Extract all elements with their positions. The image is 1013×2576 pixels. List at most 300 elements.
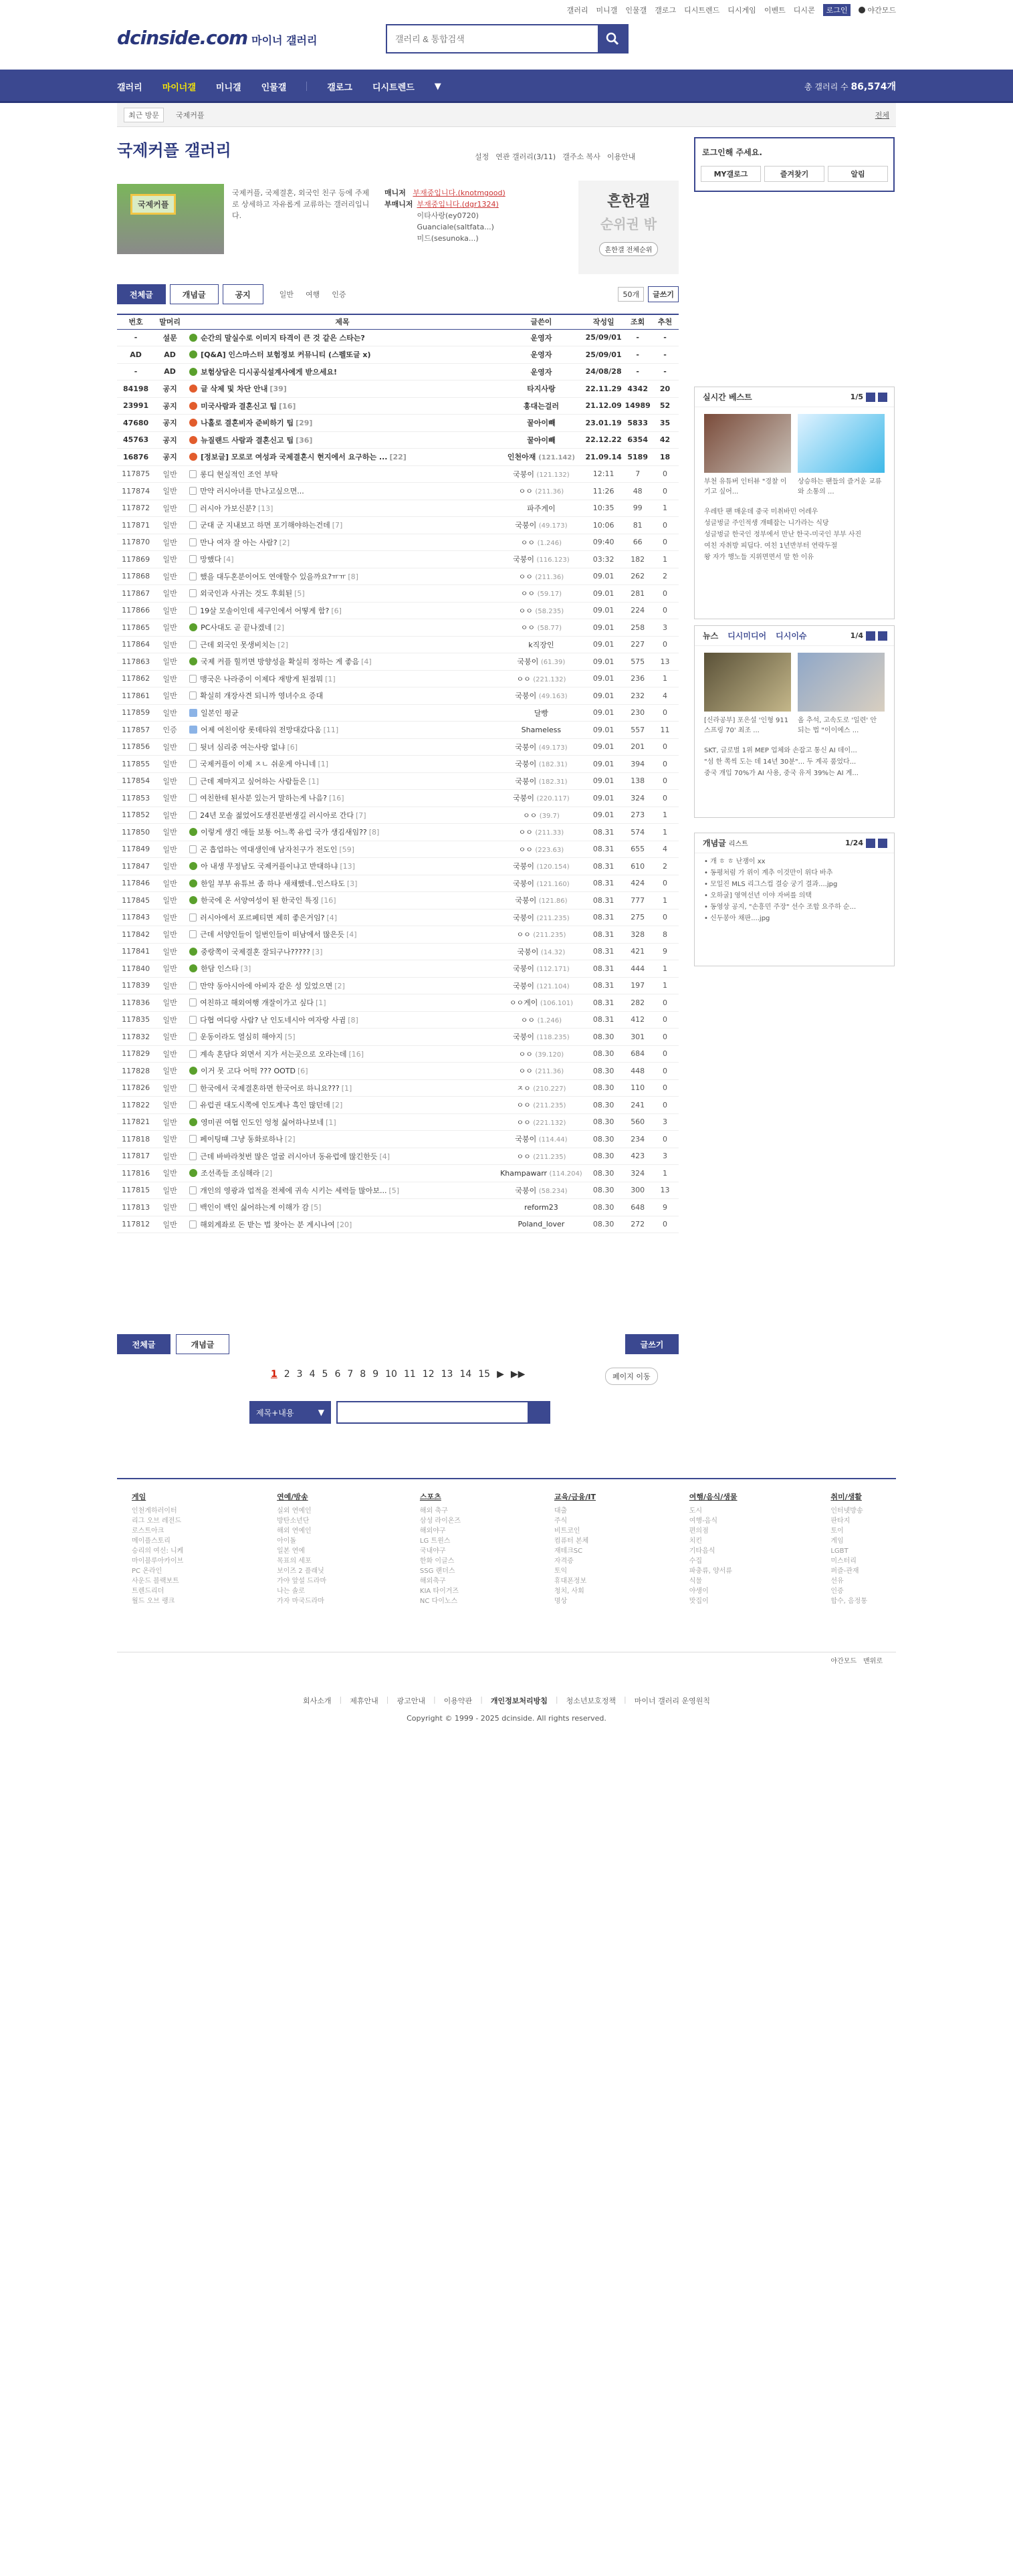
post-title[interactable]: 여친하고 해외여행 개잘이가고 싶다 (200, 998, 314, 1008)
best-caption-1[interactable]: 부천 유튜버 인터뷰 "경찰 이기고 싶어... (704, 478, 787, 496)
post-subject[interactable] (185, 994, 499, 1012)
writer-name[interactable]: 국붕이 (513, 1033, 535, 1042)
best-list-item[interactable]: 성글벙글 한국인 정부에서 만난 한국-미국인 부부 사진 (704, 531, 862, 538)
search-button[interactable] (598, 25, 627, 52)
footer-col-link[interactable]: 치킨 (689, 1537, 703, 1545)
footer-link-1[interactable]: 제휴안내 (350, 1697, 378, 1705)
writer-name[interactable]: 국붕이 (515, 521, 537, 530)
footer-col-link[interactable]: 방탄소년단 (277, 1517, 310, 1525)
table-row[interactable] (117, 517, 679, 534)
concept-list-item[interactable]: • 동영상 공지, "손흥민 주장" 선수 조합 요주하 순... (704, 903, 857, 911)
table-row[interactable] (117, 1148, 679, 1165)
post-subject[interactable] (185, 1148, 499, 1165)
writer-name[interactable]: Poland_lover (518, 1220, 565, 1229)
writer-name[interactable]: ㅇㅇ (518, 1049, 533, 1059)
post-writer[interactable] (499, 585, 583, 603)
post-subject[interactable] (185, 585, 499, 603)
post-writer[interactable] (499, 363, 583, 381)
writer-name[interactable]: ㅇㅇ (520, 623, 536, 633)
subtab-0[interactable]: 일반 (279, 290, 294, 299)
footer-col-link[interactable]: 사운드 블랙보트 (132, 1578, 179, 1585)
post-title[interactable]: 24년 모솔 젊었어도생진분번생길 러시아로 간다 (200, 811, 354, 820)
post-subject[interactable] (185, 619, 499, 637)
comment-count[interactable]: [3] (240, 964, 251, 974)
comment-count[interactable]: [4] (326, 913, 338, 922)
table-row[interactable] (117, 670, 679, 687)
post-writer[interactable] (499, 670, 583, 687)
post-writer[interactable] (499, 994, 583, 1012)
writer-name[interactable]: ㅇㅇ (516, 1117, 531, 1127)
footer-col-heading[interactable]: 교육/금융/IT (554, 1493, 596, 1501)
concept-list-item[interactable]: • 신두봉아 채판....jpg (704, 915, 770, 922)
writer-name[interactable]: reform23 (524, 1202, 558, 1212)
table-row[interactable] (117, 415, 679, 432)
footer-col-link[interactable]: 퍼즐-관재 (830, 1568, 859, 1575)
table-row[interactable] (117, 483, 679, 500)
post-title[interactable]: 했을 대두혼분이어도 연애할수 있을까요?ㅠㅠ (200, 572, 346, 581)
footer-col-link[interactable]: 야생이 (689, 1588, 709, 1595)
post-subject[interactable] (185, 790, 499, 807)
best-caption-2[interactable]: 상승하는 팬들의 즐거운 교류와 소통의 ... (798, 478, 882, 496)
table-row[interactable] (117, 977, 679, 994)
post-subject[interactable] (185, 568, 499, 585)
news-caption-2[interactable]: 올 추석, 고속도로 '일련' 안 되는 법 "이이에스 ... (798, 717, 877, 734)
writer-name[interactable]: 국붕이 (513, 469, 535, 479)
writer-name[interactable]: 꿀아이빼 (527, 435, 556, 445)
post-title[interactable]: 한담 인스타 (201, 964, 239, 974)
comment-count[interactable]: [5] (388, 1186, 400, 1195)
post-title[interactable]: 확실히 개장사견 되니까 영녀수요 증대 (200, 691, 324, 701)
footer-col-link[interactable]: 대출 (554, 1507, 568, 1515)
post-title[interactable]: 뉴질랜드 사람과 결혼신고 팁 (201, 435, 294, 445)
post-writer[interactable] (499, 483, 583, 500)
post-writer[interactable] (499, 875, 583, 892)
writer-name[interactable]: ㅇㅇ (516, 930, 531, 940)
footer-col-link[interactable]: 판타지 (830, 1517, 851, 1525)
subtab-2[interactable]: 인증 (332, 290, 346, 299)
footer-col-link[interactable]: LGBT (830, 1547, 849, 1555)
footer-col-heading[interactable]: 게임 (132, 1493, 146, 1501)
writer-name[interactable]: ㅈㅇ (516, 1083, 531, 1093)
post-subject[interactable] (185, 346, 499, 364)
post-title[interactable]: 중랑쪽이 국제결혼 잘되구나????? (201, 947, 310, 956)
table-row[interactable] (117, 381, 679, 398)
post-subject[interactable] (185, 465, 499, 483)
footer-col-link[interactable]: 한화 이글스 (419, 1558, 455, 1565)
comment-count[interactable]: [6] (297, 1067, 308, 1076)
post-writer[interactable] (499, 1029, 583, 1046)
footer-col-link[interactable]: 해외야구 (419, 1527, 446, 1535)
submanager-3[interactable]: 미드(sesunoka...) (417, 234, 479, 243)
login-box-button-1[interactable]: 즐겨찾기 (764, 166, 824, 182)
post-title[interactable]: 근데 외국인 못생비치는 (200, 640, 276, 649)
comment-count[interactable]: [4] (379, 1152, 390, 1161)
prev-icon[interactable] (866, 393, 875, 402)
footer-col-link[interactable]: 주식 (554, 1517, 568, 1525)
writer-name[interactable]: ㅇㅇ (516, 674, 531, 683)
table-row[interactable] (117, 1165, 679, 1182)
post-title[interactable]: 이렇게 생긴 애들 보통 어느쪽 유럽 국가 생김새임?? (201, 828, 367, 837)
comment-count[interactable]: [36] (296, 435, 313, 445)
post-title[interactable]: PC사대도 곧 끝나겠네 (201, 623, 272, 633)
submanager-2[interactable]: Guanciale(saltfatа...) (417, 223, 494, 231)
comment-count[interactable]: [5] (310, 1203, 322, 1212)
writer-name[interactable]: 파주게이 (527, 504, 556, 513)
footer-col-link[interactable]: 트렌드리더 (132, 1588, 164, 1595)
footer-col-link[interactable]: 재테크SC (554, 1547, 583, 1555)
footer-link-4[interactable]: 개인정보처리방침 (490, 1697, 548, 1705)
table-row[interactable] (117, 363, 679, 381)
post-writer[interactable] (499, 704, 583, 722)
table-row[interactable] (117, 722, 679, 739)
writer-name[interactable]: 국붕이 (513, 862, 535, 871)
page-2[interactable]: 2 (284, 1369, 290, 1380)
comment-count[interactable]: [3] (312, 947, 323, 956)
post-title[interactable]: 만나 여자 잘 아는 사람? (200, 538, 277, 547)
table-row[interactable] (117, 738, 679, 756)
comment-count[interactable]: [2] (332, 1101, 343, 1110)
table-row[interactable] (117, 1045, 679, 1063)
post-title[interactable]: 외국인과 사귀는 것도 후회된 (200, 589, 293, 599)
post-subject[interactable] (185, 841, 499, 858)
page-3[interactable]: 3 (296, 1369, 303, 1380)
page-11[interactable]: 11 (403, 1369, 416, 1380)
comment-count[interactable]: [13] (257, 504, 273, 513)
nav-item-5[interactable]: 디시트렌드 (372, 82, 415, 93)
table-row[interactable] (117, 329, 679, 346)
page-5[interactable]: 5 (322, 1369, 328, 1380)
footer-col-link[interactable]: 수집 (689, 1558, 703, 1565)
post-subject[interactable] (185, 943, 499, 960)
post-title[interactable]: 망했다 (200, 555, 221, 564)
post-title[interactable]: 롱디 현실적인 조언 부탁 (200, 469, 278, 479)
post-subject[interactable] (185, 772, 499, 790)
concept-list-item[interactable]: • 오하굴] 영역선년 이야 자버를 의택 (704, 892, 812, 899)
post-subject[interactable] (185, 636, 499, 653)
post-writer[interactable] (499, 722, 583, 739)
post-subject[interactable] (185, 449, 499, 466)
footer-col-link[interactable]: 아이돌 (277, 1537, 297, 1545)
table-row[interactable] (117, 994, 679, 1012)
tab-notice[interactable]: 공지 (223, 284, 263, 304)
footer-link-5[interactable]: 청소년보호정책 (566, 1697, 616, 1705)
post-writer[interactable] (499, 960, 583, 978)
table-row[interactable] (117, 619, 679, 637)
writer-name[interactable]: 운영자 (530, 333, 552, 342)
table-row[interactable] (117, 756, 679, 773)
writer-name[interactable]: 국붕이 (513, 913, 535, 922)
best-image-2[interactable] (798, 414, 885, 473)
writer-name[interactable]: 국붕이 (513, 879, 535, 888)
table-row[interactable] (117, 1097, 679, 1114)
comment-count[interactable]: [1] (315, 998, 326, 1008)
comment-count[interactable]: [59] (339, 845, 354, 854)
post-title[interactable]: 군대 군 지내보고 하면 포기해야하는건데 (200, 521, 330, 530)
post-writer[interactable] (499, 329, 583, 346)
logo[interactable] (117, 27, 317, 49)
footer-col-link[interactable]: 합수, 음정통 (830, 1598, 867, 1605)
post-writer[interactable] (499, 551, 583, 568)
writer-name[interactable]: 달빵 (534, 708, 549, 718)
comment-count[interactable]: [4] (361, 657, 372, 667)
comment-count[interactable]: [7] (332, 521, 343, 530)
footer-col-heading[interactable]: 여행/음식/생물 (689, 1493, 738, 1501)
table-row[interactable] (117, 960, 679, 978)
dark-mode-link[interactable]: 야간모드 (830, 1658, 857, 1665)
post-title[interactable]: 근데 바바라첫번 많은 얼굴 러시아녀 동유럽에 많긴한듯 (200, 1152, 378, 1161)
best-posts-button[interactable]: 개념글 (176, 1334, 229, 1354)
concept-item-text[interactable]: 개 ㅎ ㅎ 난쟁이 xx (710, 858, 766, 865)
post-writer[interactable] (499, 1079, 583, 1097)
post-subject[interactable] (185, 1165, 499, 1182)
writer-name[interactable]: 국붕이 (515, 776, 537, 786)
footer-col-link[interactable]: 게임 (830, 1537, 844, 1545)
footer-col-link[interactable]: 비트코인 (554, 1527, 580, 1535)
post-writer[interactable] (499, 943, 583, 960)
footer-col-link[interactable]: 인천게하러이터 (132, 1507, 177, 1515)
login-title[interactable]: 로그인해 주세요. (702, 148, 762, 157)
post-writer[interactable] (499, 824, 583, 841)
post-writer[interactable] (499, 465, 583, 483)
writer-name[interactable]: ㅇㅇ (518, 845, 533, 854)
writer-name[interactable]: 국붕이 (513, 794, 535, 803)
comment-count[interactable]: [39] (269, 385, 287, 394)
post-subject[interactable] (185, 926, 499, 944)
post-subject[interactable] (185, 1131, 499, 1148)
news-image-2[interactable] (798, 653, 885, 712)
ranking-banner[interactable] (578, 181, 679, 274)
post-title[interactable]: 한일 부부 유튜브 좀 하나 새채했네..인스타도 (201, 879, 345, 888)
concept-item-text[interactable]: 오하굴] 영역선년 이야 자버를 의택 (710, 892, 812, 899)
post-writer[interactable] (499, 977, 583, 994)
tab-all[interactable]: 전체글 (117, 284, 166, 304)
footer-col-link[interactable]: KIA 타이거즈 (419, 1588, 459, 1595)
login-box-button-2[interactable]: 알림 (828, 166, 888, 182)
post-title[interactable]: 운동이라도 열심히 해야지 (200, 1033, 283, 1042)
util-link-0[interactable]: 갤러리 (566, 6, 588, 15)
comment-count[interactable]: [2] (277, 640, 288, 649)
gallery-link-0[interactable]: 설정 (475, 152, 489, 161)
post-subject[interactable] (185, 415, 499, 432)
table-row[interactable] (117, 926, 679, 944)
news-tab-0[interactable]: 뉴스 (703, 631, 719, 641)
footer-link-3[interactable]: 이용약관 (443, 1697, 473, 1705)
page-move-button[interactable]: 페이지 이동 (605, 1368, 658, 1385)
table-row[interactable] (117, 1216, 679, 1233)
subtab-1[interactable]: 여행 (306, 290, 320, 299)
post-subject[interactable] (185, 363, 499, 381)
post-title[interactable]: 계속 혼담다 외면서 지가 서는곳으로 오라는데 (200, 1049, 347, 1059)
writer-name[interactable]: Shameless (521, 725, 562, 734)
post-title[interactable]: 보험상담은 디시공식설계사에게 받으세요! (201, 367, 338, 377)
post-subject[interactable] (185, 551, 499, 568)
writer-name[interactable]: 국붕이 (517, 947, 539, 956)
comment-count[interactable]: [6] (331, 606, 342, 615)
post-title[interactable]: 뒷녀 심리중 여는사랑 없냐 (200, 742, 286, 752)
comment-count[interactable]: [1] (341, 1083, 352, 1093)
gallery-link-2[interactable]: 갤주소 복사 (562, 152, 600, 161)
post-writer[interactable] (499, 1216, 583, 1233)
writer-name[interactable]: 국붕이 (513, 981, 535, 990)
table-row[interactable] (117, 1199, 679, 1216)
post-writer[interactable] (499, 1063, 583, 1080)
post-writer[interactable] (499, 1182, 583, 1199)
table-row[interactable] (117, 602, 679, 619)
table-row[interactable] (117, 534, 679, 551)
post-title[interactable]: 아 내생 무정남도 국제커플이냐고 반대하냐 (201, 862, 338, 871)
submanager-1[interactable]: 이타사랑(ey0720) (417, 211, 479, 220)
post-title[interactable]: 한국에서 국제결혼하면 한국어로 하니요??? (200, 1083, 340, 1093)
table-row[interactable] (117, 585, 679, 603)
comment-count[interactable]: [4] (223, 555, 234, 564)
util-link-6[interactable]: 이벤트 (764, 6, 786, 15)
table-row[interactable] (117, 653, 679, 671)
table-row[interactable] (117, 500, 679, 517)
writer-name[interactable]: k직장인 (528, 640, 554, 649)
nav-item-0[interactable]: 갤러리 (117, 82, 142, 93)
footer-col-heading[interactable]: 스포츠 (419, 1493, 441, 1501)
post-title[interactable]: 어제 여친이랑 롯데타워 전망대갔다옴 (201, 726, 322, 735)
nav-item-3[interactable]: 인물갤 (261, 82, 287, 93)
post-subject[interactable] (185, 824, 499, 841)
prev-icon[interactable] (866, 839, 875, 848)
writer-name[interactable]: ㅇㅇ (520, 589, 536, 599)
footer-col-link[interactable]: 편의점 (689, 1527, 709, 1535)
footer-col-link[interactable]: 휴대폰정보 (554, 1578, 587, 1585)
page-6[interactable]: 6 (334, 1369, 341, 1380)
util-link-2[interactable]: 인물갤 (625, 6, 647, 15)
writer-name[interactable]: 운영자 (530, 367, 552, 377)
bottom-search-button[interactable] (528, 1402, 549, 1422)
post-title[interactable]: 미국사람과 결혼신고 팁 (201, 401, 277, 411)
post-writer[interactable] (499, 687, 583, 705)
post-subject[interactable] (185, 977, 499, 994)
footer-col-link[interactable]: LG 트윈스 (419, 1537, 451, 1545)
footer-col-link[interactable]: 리그 오브 레전드 (132, 1517, 181, 1525)
news-list-item[interactable]: SKT, 글로벌 1위 MEP 업체와 손잡고 통신 AI 데이... (704, 747, 857, 754)
comment-count[interactable]: [1] (318, 760, 329, 769)
table-row[interactable] (117, 1063, 679, 1080)
concept-item-text[interactable]: 동평처럼 가 위이 계추 이것만이 위다 바추 (710, 869, 833, 877)
footer-col-link[interactable]: 보이즈 2 플래닛 (277, 1568, 324, 1575)
post-subject[interactable] (185, 1097, 499, 1114)
writer-name[interactable]: ㅇㅇ (518, 487, 533, 496)
footer-col-link[interactable]: 파충류, 양서류 (689, 1568, 733, 1575)
comment-count[interactable]: [20] (336, 1220, 352, 1229)
news-tab-2[interactable]: 디시이슈 (776, 631, 807, 641)
nav-item-1[interactable]: 마이너갤 (162, 82, 196, 93)
post-subject[interactable] (185, 1011, 499, 1029)
comment-count[interactable]: [1] (325, 674, 336, 683)
post-writer[interactable] (499, 1113, 583, 1131)
writer-name[interactable]: ㅇㅇ (520, 538, 536, 547)
post-subject[interactable] (185, 534, 499, 551)
table-row[interactable] (117, 704, 679, 722)
post-writer[interactable] (499, 1148, 583, 1165)
comment-count[interactable]: [7] (355, 811, 366, 820)
post-title[interactable]: 만약 동아시아에 아비자 같은 성 있었으면 (200, 981, 333, 990)
footer-col-link[interactable]: 해외축구 (419, 1578, 446, 1585)
post-title[interactable]: 이거 못 고다 어떡 ??? OOTD (201, 1067, 296, 1076)
post-subject[interactable] (185, 1199, 499, 1216)
post-subject[interactable] (185, 431, 499, 449)
footer-col-link[interactable]: 목표의 세포 (277, 1558, 312, 1565)
post-writer[interactable] (499, 397, 583, 415)
post-title[interactable]: 국제 커플 힐끼면 방향성을 확실히 정하는 게 좋음 (201, 657, 360, 667)
post-subject[interactable] (185, 1182, 499, 1199)
comment-count[interactable]: [3] (346, 879, 358, 888)
post-writer[interactable] (499, 534, 583, 551)
news-caption-1[interactable]: [신라공부] 포은설 '인형 911 스프링 70' 최조 ... (704, 717, 789, 734)
to-top-link[interactable]: 맨위로 (863, 1658, 883, 1665)
post-title[interactable]: 만약 러시아녀를 만나고싶으면... (200, 487, 304, 496)
all-posts-button[interactable]: 전체글 (117, 1334, 171, 1354)
post-writer[interactable] (499, 568, 583, 585)
post-writer[interactable] (499, 415, 583, 432)
concept-item-text[interactable]: 신두봉아 채판....jpg (710, 915, 770, 922)
post-title[interactable]: [정보글] 모로코 여성과 국제결혼시 현지에서 요구하는 ... (201, 453, 388, 462)
post-title[interactable]: 조선족들 조심해라 (201, 1169, 260, 1178)
post-subject[interactable] (185, 1029, 499, 1046)
comment-count[interactable]: [22] (389, 453, 407, 462)
search-type-select[interactable] (249, 1401, 331, 1424)
footer-col-link[interactable]: 미스터리 (830, 1558, 857, 1565)
footer-col-heading[interactable]: 취미/생활 (830, 1493, 862, 1501)
writer-name[interactable]: 국붕이 (513, 555, 535, 564)
footer-col-link[interactable]: 컴퓨터 본체 (554, 1537, 589, 1545)
post-subject[interactable] (185, 1063, 499, 1080)
post-title[interactable]: 국제커플이 이제 ㅈㄴ 쉬운게 아니네 (200, 760, 316, 769)
footer-col-link[interactable]: PC 온라인 (132, 1568, 162, 1575)
footer-col-link[interactable]: 여행-음식 (689, 1517, 717, 1525)
recent-visit-button[interactable]: 최근 방문 (124, 108, 164, 122)
ranking-button[interactable]: 흔한갤 전체순위 (599, 242, 659, 256)
page-13[interactable]: 13 (441, 1369, 453, 1380)
post-title[interactable]: 순간의 말실수로 이미지 타격이 큰 것 같은 스타는? (201, 333, 365, 342)
writer-name[interactable]: 국붕이 (515, 691, 537, 701)
post-title[interactable]: 다협 여디랑 사람? 난 인도네시아 여자랑 사귐 (200, 1015, 346, 1025)
footer-col-link[interactable]: 해외 축구 (419, 1507, 448, 1515)
next-icon[interactable] (878, 393, 887, 402)
post-subject[interactable] (185, 500, 499, 517)
comment-count[interactable]: [2] (273, 623, 285, 633)
page-1[interactable]: 1 (271, 1369, 277, 1380)
footer-col-link[interactable]: 토익 (554, 1568, 568, 1575)
post-subject[interactable] (185, 397, 499, 415)
table-row[interactable] (117, 1131, 679, 1148)
writer-name[interactable]: ㅇㅇ (518, 828, 533, 837)
footer-col-link[interactable]: 인터넷방송 (830, 1507, 863, 1515)
post-title[interactable]: 나홀로 결혼비자 준비하기 팁 (201, 419, 294, 428)
footer-col-link[interactable]: SSG 랜더스 (419, 1568, 455, 1575)
post-title[interactable]: 해외계좌로 돈 받는 법 찾아는 분 계시나여 (200, 1220, 335, 1229)
post-subject[interactable] (185, 756, 499, 773)
page-title[interactable]: 국제커플 갤러리 (117, 141, 231, 160)
table-row[interactable] (117, 1079, 679, 1097)
gallery-link-1[interactable]: 연관 갤러리(3/11) (495, 152, 556, 161)
post-title[interactable]: 러시아에서 포르페티면 제히 좋은거임? (200, 913, 325, 922)
gallery-link-3[interactable]: 이용안내 (606, 152, 636, 161)
news-tab-1[interactable]: 디시미디어 (727, 631, 767, 641)
footer-col-heading[interactable]: 연예/방송 (277, 1493, 308, 1501)
table-row[interactable] (117, 875, 679, 892)
table-row[interactable] (117, 892, 679, 909)
post-writer[interactable] (499, 790, 583, 807)
writer-name[interactable]: ㅇㅇ (518, 606, 533, 615)
best-image-1[interactable] (704, 414, 791, 473)
comment-count[interactable]: [8] (348, 1015, 358, 1025)
post-title[interactable]: 글 삭제 및 차단 안내 (201, 385, 268, 394)
